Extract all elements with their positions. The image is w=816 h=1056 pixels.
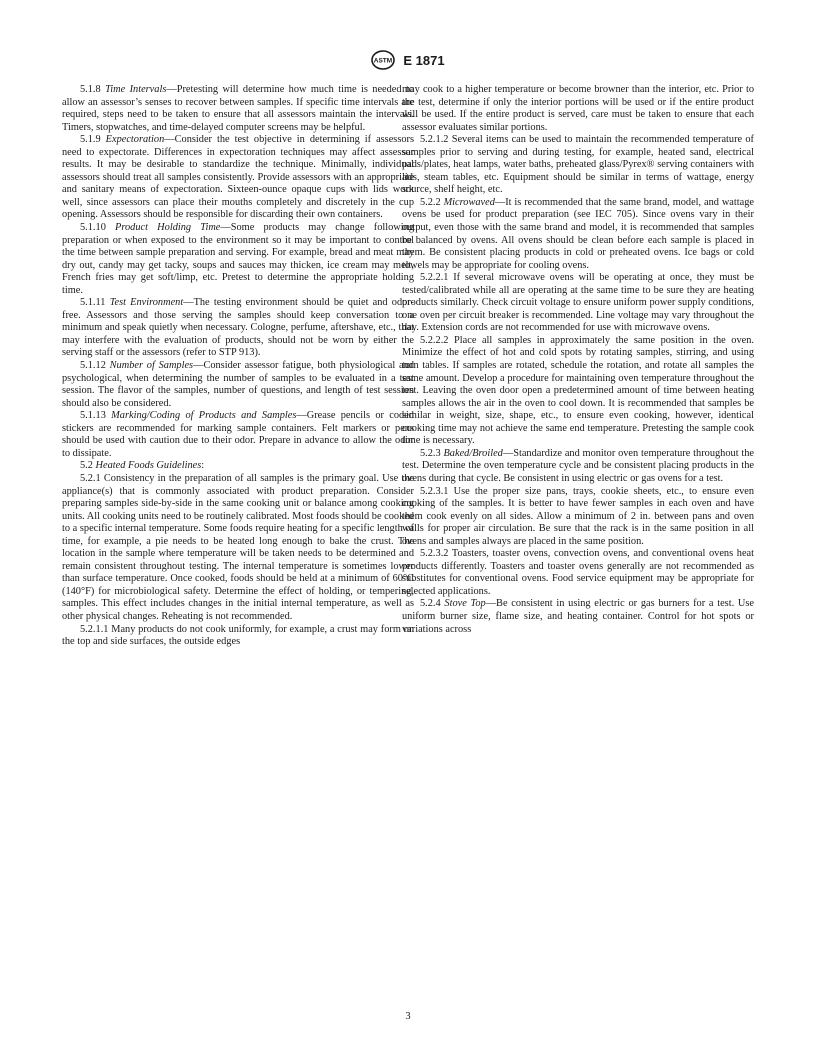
- paragraph-5-2-3-1: [402, 486, 754, 549]
- paragraph-5-2-1-1: [62, 624, 414, 649]
- section-title: Marking/Coding of Products and Samples: [111, 410, 297, 422]
- section-title: Number of Samples: [109, 360, 194, 372]
- section-number: 5.2.1.1: [80, 623, 109, 635]
- paragraph-5-2-3: [402, 448, 754, 486]
- paragraph-text: Many products do not cook uniformly, for example, a crust may form on the top and side surfaces, the outside edges: [62, 623, 414, 648]
- right-column: [402, 84, 754, 636]
- paragraph-text: Some products may change following preparation or when exposed to the environment so it may be important to control the time between sample preparation and serving. For example, bread and meat may dry out, candy may get tacky, soups and sauces may thicken, ice cream may melt, French fries may get soft/limp, etc. Pretest to determine the appropriate holding time.: [62, 222, 414, 296]
- title-separator: —: [220, 222, 231, 234]
- section-title: Test Environment: [109, 297, 184, 309]
- section-number: 5.2: [80, 460, 93, 472]
- paragraph-text: Standardize and monitor oven temperature throughout the test. Determine the oven temperature cycle and be consistent placing products in the ovens during that cycle. Be consistent in using electric or gas ovens for a test.: [402, 447, 754, 484]
- paragraph-text: may cook to a higher temperature or become browner than the interior, etc. Prior to the test, determine if only the interior portions will be used or if the entire product will be used. If the entire product is served, care must be taken to ensure that each assessor evaluates similar portions.: [402, 84, 754, 133]
- paragraph-text: Use the proper size pans, trays, cookie sheets, etc., to ensure even cooking of the samples. It is better to have fewer samples in each oven and have them cook evenly on all sides. Allow a minimum of 2 in. between pans and oven walls for proper air circulation. Be sure that the rack is in the same position in all ovens and samples always are placed in the same position.: [402, 485, 755, 547]
- title-separator: —: [485, 598, 497, 610]
- section-number: 5.1.9: [80, 134, 101, 146]
- section-title: Time Intervals: [105, 84, 167, 95]
- paragraph-text: Consider the test objective in determining if assessors need to expectorate. Differences in expectoration techniques may affect assessor results. It may be desirable to standardize the technique. Minimally, individual assessors should treat all samples consistently. Provide assessors with an appropriate and sanitary means of expectoration. Sixteen-ounce opaque cups with lids work well, since assessors can place their mouths completely and discretely in the cup opening. Assessors should be responsible for discarding their own containers.: [62, 134, 414, 221]
- section-title: Stove Top: [444, 598, 486, 610]
- section-title: Product Holding Time: [115, 222, 221, 234]
- section-number: 5.1.12: [80, 360, 106, 372]
- paragraph-5-2-1-2: [402, 134, 754, 197]
- left-column: [62, 84, 414, 649]
- paragraph-5-1-9: [62, 134, 414, 222]
- paragraph-5-1-13: [62, 410, 414, 460]
- section-number: 5.1.13: [80, 410, 106, 422]
- astm-logo: [371, 50, 395, 70]
- paragraph-5-2-4: [402, 598, 754, 636]
- section-number: 5.2.4: [420, 598, 441, 610]
- paragraph-5-1-10: [62, 222, 414, 297]
- standard-designation: E 1871: [403, 52, 445, 68]
- paragraph-5-1-12: [62, 360, 414, 410]
- section-title: Heated Foods Guidelines: [95, 460, 202, 472]
- paragraph-5-2-1: [62, 473, 414, 624]
- paragraph-5-2-2-1: [402, 272, 754, 335]
- title-separator: :: [201, 460, 205, 472]
- paragraph-text: It is recommended that the same brand, model, and wattage ovens be used for product preparation (see IEC 705). Since ovens vary in their output, even those with the same brand and model, it is recommended that samples be balanced by ovens. All ovens should be clean before each sample is placed in them. Be consistent placing products in cold or preheated ovens. Ice bags or cold towels may be appropriate for cooling ovens.: [402, 196, 754, 271]
- title-separator: —: [193, 360, 204, 372]
- section-number: 5.2.2.1: [420, 272, 449, 284]
- section-title: Baked/Broiled: [443, 447, 503, 459]
- section-number: 5.2.3: [420, 447, 441, 459]
- paragraph-text: Several items can be used to maintain the recommended temperature of samples prior to serving and during testing, for example, heated sand, electrical pads/plates, heat lamps, water baths, preheated glass/Pyrex® serving containers with lids, steam tables, etc. Equipment should be similar in terms of wattage, energy source, shelf height, etc.: [402, 134, 754, 196]
- title-separator: —: [494, 196, 506, 208]
- paragraph-5-2-2: [402, 197, 754, 272]
- paragraph-5-1-11: [62, 297, 414, 360]
- section-number: 5.1.11: [80, 297, 106, 309]
- paragraph-continued: [402, 84, 754, 134]
- section-number: 5.2.2: [420, 196, 441, 208]
- paragraph-5-1-8: [62, 84, 414, 134]
- paragraph-text: Place all samples in approximately the same position in the oven. Minimize the effect of hot and cold spots by rotating samples, stirring, and using turn tables. If samples are rotated, schedule the rotation, and rotate all samples the same amount. Develop a procedure for maintaining oven temperature throughout the test. Leaving the oven door open a predetermined amount of time between heating samples allows the air in the oven to cool down. It is recommended that samples be similar in weight, size, shape, etc., to ensure even cooking, however, identical cooking time may not achieve the same end temperature. Pretesting the sample cook time is necessary.: [402, 334, 755, 447]
- page-number: 3: [405, 1011, 411, 1022]
- paragraph-text: Consistency in the preparation of all samples is the primary goal. Use the appliance(s) that is commonly associated with product preparation. Consider preparing samples side-by-side in the same cooking unit or balance among cooking units. All cooking units need to be routinely calibrated. Most foods should be cooked to a specific internal temperature. Some foods require heating for a specific length of time, for example, a pie needs to be heated long enough to bake the crust. The location in the sample where temperature will be taken needs to be determined and remain consistent throughout testing. The internal temperature is sometimes lower than surface temperature. Once cooked, foods should be held at a minimum of 60°C (140°F) for microbiological safety. Determine the effect of holding, or tempering, samples. This effect includes changes in the initial internal temperature, as well as other physical changes. Reheating is not recommended.: [62, 472, 414, 622]
- section-number: 5.2.2.2: [420, 334, 449, 346]
- title-separator: —: [164, 134, 175, 146]
- section-number: 5.1.10: [80, 222, 106, 234]
- paragraph-text: Toasters, toaster ovens, convection ovens, and conventional ovens heat products differently. Toasters and toaster ovens generally are not recommended as substitutes for conventional ovens. Food service equipment may be appropriate for selected applications.: [402, 548, 754, 597]
- svg-text:ASTM: ASTM: [374, 57, 393, 65]
- paragraph-5-2-2-2: [402, 335, 754, 448]
- title-separator: —: [183, 297, 194, 309]
- section-number: 5.1.8: [80, 84, 101, 95]
- paragraph-text: Pretesting will determine how much time is needed to allow an assessor’s senses to recover between samples. If specific time intervals are required, steps need to be taken to ensure that all assessors maintain the intervals. Timers, stopwatches, and time-delayed computer screens may be helpful.: [62, 84, 414, 133]
- paragraph-text: The testing environment should be quiet and odor-free. Assessors and those serving the samples should keep conversation to a minimum and speak quietly when necessary. Cologne, perfume, aftershave, etc., that may interfere with the evaluation of products, should not be worn by either the serving staff or the assessors (refer to STP 913).: [62, 297, 414, 359]
- section-number: 5.2.3.2: [420, 548, 449, 560]
- title-separator: —: [502, 447, 514, 459]
- paragraph-5-2-3-2: [402, 548, 754, 598]
- section-number: 5.2.3.1: [420, 485, 449, 497]
- title-separator: —: [296, 410, 307, 422]
- paragraph-text: If several microwave ovens will be operating at once, they must be tested/calibrated while all are operating at the same time to be sure they are heating products similarly. Check circuit voltage to ensure uniform power supply conditions, one oven per circuit breaker is recommended. Line voltage may vary throughout the day. Extension cords are not recommended for use with microwave ovens.: [402, 272, 754, 334]
- section-number: 5.2.1: [80, 472, 101, 484]
- paragraph-text: Be consistent in using electric or gas burners for a test. Use uniform burner size, flame size, and heating container. Control for hot spots or variations across: [402, 598, 754, 635]
- paragraph-5-2: [62, 460, 414, 473]
- page-header: [0, 50, 816, 74]
- section-number: 5.2.1.2: [420, 134, 449, 146]
- section-title: Expectoration: [105, 134, 165, 146]
- title-separator: —: [166, 84, 177, 95]
- section-title: Microwaved: [443, 196, 495, 208]
- paragraph-text: Consider assessor fatigue, both physiological and psychological, when determining the number of samples to be evaluated in a test session. The flavor of the samples, number of questions, and length of test session should also be considered.: [62, 360, 414, 409]
- paragraph-text: Grease pencils or coded stickers are recommended for marking sample containers. Felt markers or pens should be used with caution due to their odor. Prepare in advance to allow the odor to dissipate.: [62, 410, 414, 459]
